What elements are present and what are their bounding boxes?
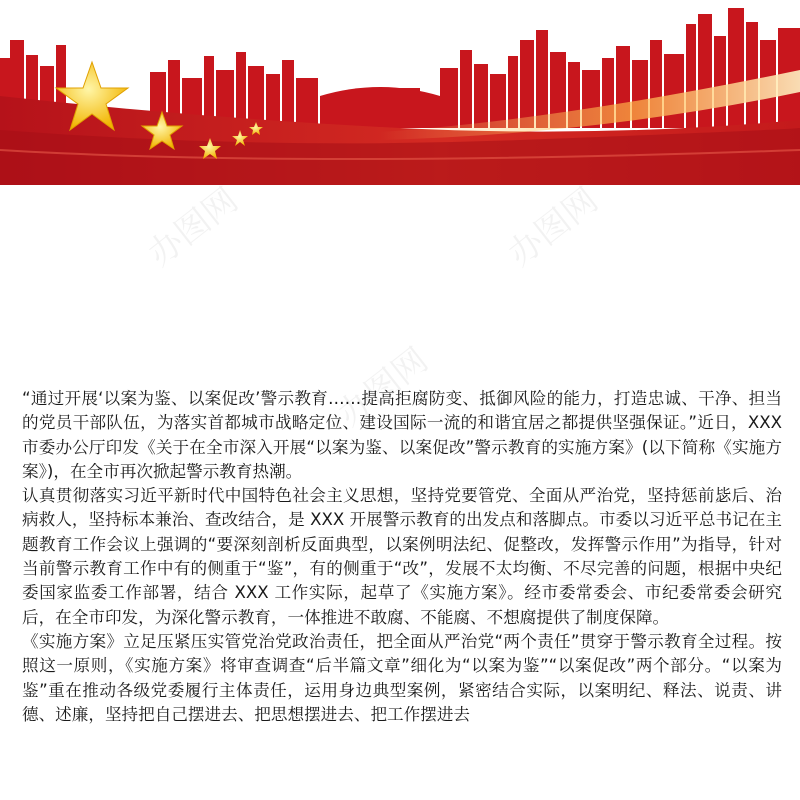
paragraph: 《实施方案》立足压紧压实管党治党政治责任，把全面从严治党“两个责任”贯穿于警示教育全过程。按照这一原则，《实施方案》将审查调查“后半篇文章”细化为“以案为鉴”“以案促改”两个部分。“以案为鉴”重在推动各级党委履行主体责任，运用身边典型案例，紧密结合实际，以案明纪、释法、说责、讲德、述廉，坚持把自己摆进去、把思想摆进去、把工作摆进去 xyxy=(22,631,782,724)
article-body xyxy=(22,387,782,727)
header-banner xyxy=(0,0,800,185)
watermark: 办图网 xyxy=(330,340,436,435)
watermark: 办图网 xyxy=(500,180,606,275)
city-skyline-banner xyxy=(0,0,800,185)
watermark: 办图网 xyxy=(140,180,246,275)
paragraph: “通过开展‘以案为鉴、以案促改’警示教育……提高拒腐防变、抵御风险的能力，打造忠诚、干净、担当的党员干部队伍，为落实首都城市战略定位、建设国际一流的和谐宜居之都提供坚强保证。”近日，XXX 市委办公厅印发《关于在全市深入开展“以案为鉴、以案促改”警示教育的实施方案》(以下简称《实施方案》)，在全市再次掀起警示教育热潮。 xyxy=(22,389,782,481)
paragraph: 认真贯彻落实习近平新时代中国特色社会主义思想，坚持党要管党、全面从严治党，坚持惩前毖后、治病救人，坚持标本兼治、查改结合，是 XXX 开展警示教育的出发点和落脚点。市委以习近平总书记在主题教育工作会议上强调的“要深刻剖析反面典型，以案例明法纪、促整改，发挥警示作用”为指导，针对当前警示教育工作中有的侧重于“鉴”，有的侧重于“改”，发展不太均衡、不尽完善的问题，根据中央纪委国家监委工作部署，结合 XXX 工作实际，起草了《实施方案》。经市委常委会、市纪委常委会研究后，在全市印发，为深化警示教育，一体推进不敢腐、不能腐、不想腐提供了制度保障。 xyxy=(22,486,782,627)
